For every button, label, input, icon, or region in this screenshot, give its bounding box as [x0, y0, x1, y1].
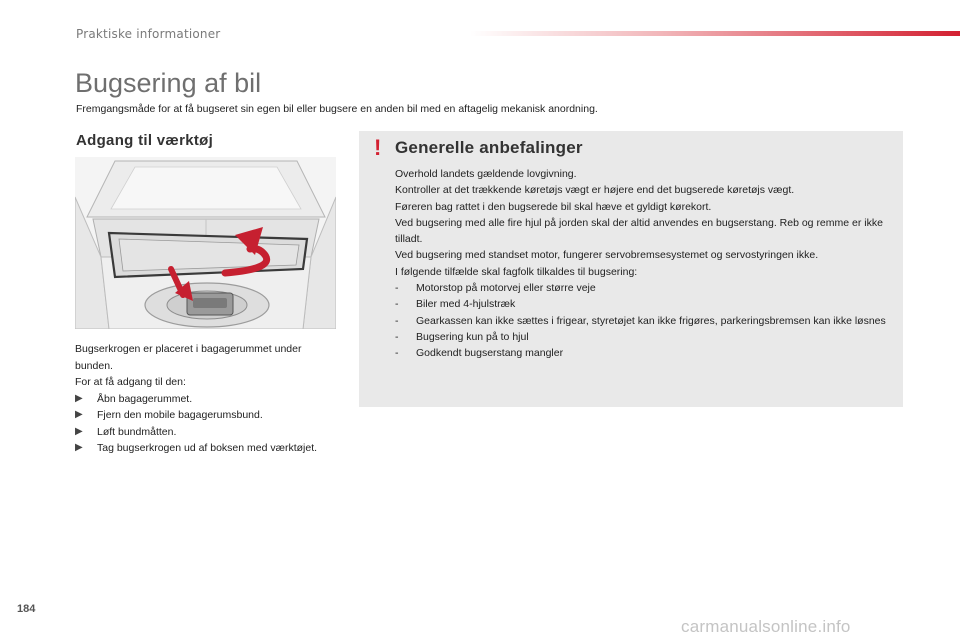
- watermark: carmanualsonline.info: [681, 617, 851, 636]
- tool-access-heading: Adgang til værktøj: [76, 132, 214, 149]
- exclamation-icon: !: [374, 135, 382, 160]
- list-item: [395, 296, 895, 312]
- list-dash: -: [395, 282, 399, 295]
- tool-access-text: [75, 341, 325, 457]
- general-recommendations-panel: [359, 131, 903, 407]
- recommendations-text: [395, 166, 895, 362]
- step-item: [75, 391, 325, 408]
- page-number: 184: [17, 603, 36, 615]
- professional-towing-list: [395, 280, 895, 361]
- trunk-illustration: [75, 157, 336, 329]
- list-item-text: Bugsering kun på to hjul: [416, 330, 529, 343]
- list-dash: -: [395, 314, 399, 327]
- list-dash: -: [395, 347, 399, 360]
- arrow-bullet-icon: ▶: [75, 409, 83, 420]
- step-text: Fjern den mobile bagagerumsbund.: [97, 409, 263, 421]
- recommendation-paragraph: Ved bugsering med alle fire hjul på jorden skal der altid anvendes en bugserstang. Reb og remme er ikke tilladt.: [395, 216, 883, 246]
- tool-location-paragraph: Bugserkrogen er placeret i bagagerummet under bunden.: [75, 343, 302, 372]
- step-item: [75, 440, 325, 457]
- list-dash: -: [395, 330, 399, 343]
- recommendation-paragraph: Ved bugsering med standset motor, fungerer servobremsesystemet og servostyringen ikke.: [395, 249, 819, 262]
- list-item-text: Biler med 4-hjulstræk: [416, 298, 516, 311]
- recommendation-paragraph: Føreren bag rattet i den bugserede bil skal hæve et gyldigt kørekort.: [395, 200, 712, 213]
- arrow-bullet-icon: ▶: [75, 442, 83, 453]
- arrow-bullet-icon: ▶: [75, 425, 83, 437]
- trunk-drawing: [75, 157, 336, 329]
- list-item-text: Motorstop på motorvej eller større veje: [416, 282, 596, 295]
- recommendation-paragraph: Kontroller at det trækkende køretøjs vægt er højere end det bugserede køretøjs vægt.: [395, 184, 795, 197]
- tool-access-lead: For at få adgang til den:: [75, 376, 186, 388]
- recommendation-paragraph: I følgende tilfælde skal fagfolk tilkaldes til bugsering:: [395, 265, 638, 278]
- list-item: [395, 280, 895, 296]
- step-text: Tag bugserkrogen ud af boksen med værktøjet.: [97, 442, 318, 454]
- header-accent-bar: [470, 31, 960, 36]
- step-text: Åbn bagagerummet.: [97, 392, 193, 405]
- page-intro: Fremgangsmåde for at få bugseret sin egen bil eller bugsere en anden bil med en aftagelig mekanisk anordning.: [76, 103, 598, 115]
- recommendations-heading: Generelle anbefalinger: [395, 138, 583, 157]
- step-item: [75, 424, 325, 441]
- step-text: Løft bundmåtten.: [97, 425, 177, 438]
- list-item-text: Godkendt bugserstang mangler: [416, 347, 564, 360]
- list-item: [395, 313, 895, 329]
- list-item: [395, 345, 895, 361]
- recommendation-paragraph: Overhold landets gældende lovgivning.: [395, 168, 577, 180]
- page-title: Bugsering af bil: [75, 68, 262, 98]
- step-item: [75, 407, 325, 424]
- list-item: [395, 329, 895, 345]
- section-header-label: Praktiske informationer: [76, 27, 221, 41]
- arrow-bullet-icon: ▶: [75, 392, 83, 404]
- list-item-text: Gearkassen kan ikke sættes i frigear, styretøjet kan ikke frigøres, parkeringsbremsen kan ikke løsnes: [416, 314, 886, 327]
- list-dash: -: [395, 298, 399, 311]
